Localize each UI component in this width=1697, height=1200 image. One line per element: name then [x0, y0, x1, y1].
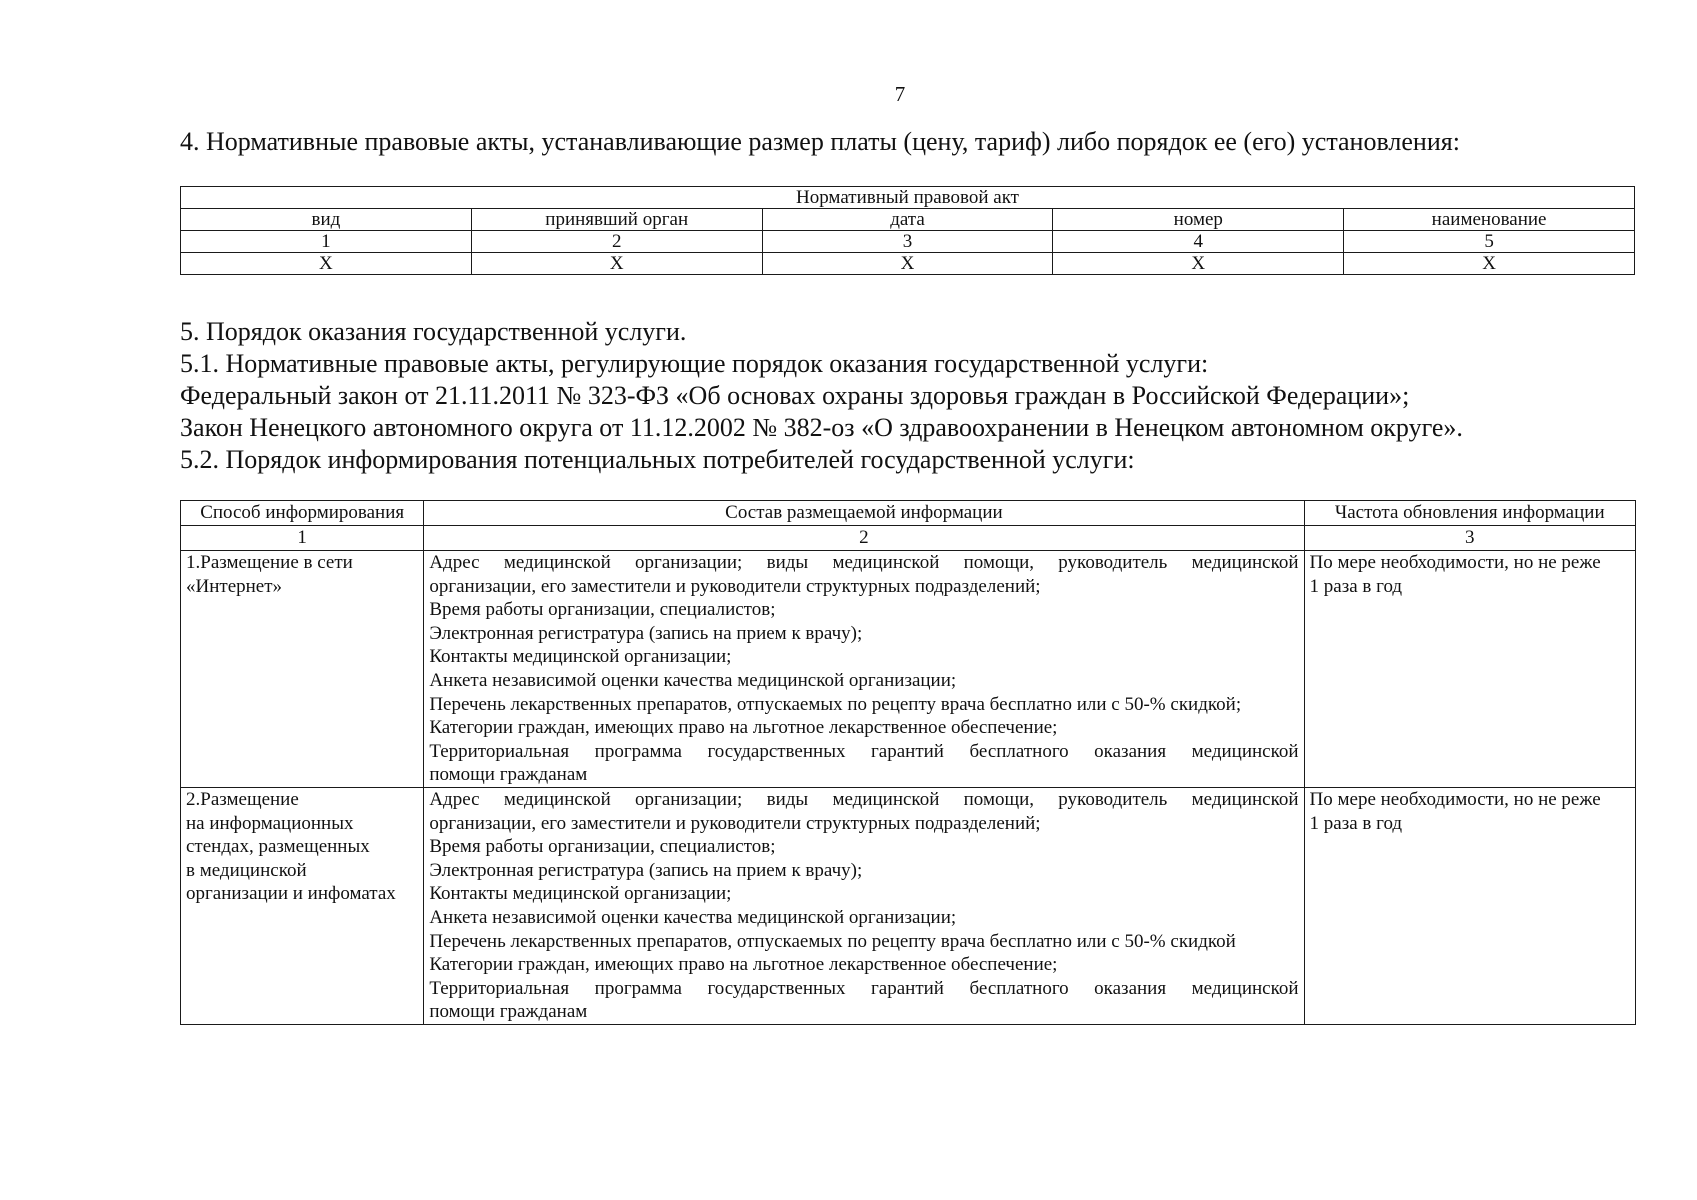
legal-acts-table — [180, 186, 1635, 275]
table-cell: Х — [471, 253, 762, 275]
content-line: Категории граждан, имеющих право на льготное лекарственное обеспечение; — [429, 954, 1058, 976]
table-cell: Х — [1053, 253, 1344, 275]
column-header: вид — [181, 209, 472, 231]
method-line: 2.Размещение — [186, 788, 299, 810]
method-cell — [181, 551, 424, 788]
content-line: Территориальная программа государственных гарантий бесплатного оказания медицинской — [429, 977, 1299, 999]
content-line: организации, его заместители и руководители структурных подразделений; — [429, 575, 1041, 597]
table-header-row — [181, 209, 1635, 231]
content-line: Анкета независимой оценки качества медицинской организации; — [429, 906, 957, 928]
column-number: 5 — [1344, 231, 1635, 253]
page-number: 7 — [894, 82, 906, 106]
federal-law-line: Федеральный закон от 21.11.2011 № 323-ФЗ «Об основах охраны здоровья граждан в Российской Федерации»; — [180, 381, 1410, 410]
regional-law-line: Закон Ненецкого автономного округа от 11.12.2002 № 382-оз «О здравоохранении в Ненецком автономном округе». — [180, 413, 1463, 442]
content-line: организации, его заместители и руководители структурных подразделений; — [429, 812, 1041, 834]
content-line: Перечень лекарственных препаратов, отпускаемых по рецепту врача бесплатно или с 50-% скидкой; — [429, 693, 1242, 715]
frequency-line: По мере необходимости, но не реже — [1309, 552, 1601, 573]
column-header: Состав размещаемой информации — [424, 501, 1304, 526]
column-number: 2 — [471, 231, 762, 253]
table-header-row — [181, 501, 1636, 526]
content-line: Категории граждан, имеющих право на льготное лекарственное обеспечение; — [429, 717, 1058, 739]
content-line: Перечень лекарственных препаратов, отпускаемых по рецепту врача бесплатно или с 50-% скидкой — [429, 930, 1236, 952]
content-line: Территориальная программа государственных гарантий бесплатного оказания медицинской — [429, 740, 1299, 762]
table-cell: Х — [1344, 253, 1635, 275]
frequency-line: По мере необходимости, но не реже — [1309, 788, 1601, 810]
section4-heading: 4. Нормативные правовые акты, устанавливающие размер платы (цену, тариф) либо порядок ее (его) установления: — [180, 127, 1460, 156]
column-header: Способ информирования — [181, 501, 424, 526]
content-line: Контакты медицинской организации; — [429, 883, 732, 905]
method-cell — [181, 787, 424, 1024]
method-line: организации и инфоматах — [186, 883, 396, 905]
content-cell — [424, 551, 1304, 788]
column-header: дата — [762, 209, 1053, 231]
section5-heading: 5. Порядок оказания государственной услуги. — [180, 317, 687, 346]
method-line: «Интернет» — [186, 575, 283, 597]
table-title: Нормативный правовой акт — [181, 187, 1635, 209]
table-row — [181, 253, 1635, 275]
table-row — [181, 551, 1636, 788]
column-number: 2 — [424, 526, 1304, 551]
method-line: 1.Размещение в сети — [186, 552, 353, 573]
frequency-cell — [1304, 787, 1635, 1024]
table-number-row — [181, 526, 1636, 551]
content-line: помощи гражданам — [429, 764, 588, 786]
content-line: Адрес медицинской организации; виды медицинской помощи, руководитель медицинской — [429, 552, 1299, 573]
column-number: 3 — [762, 231, 1053, 253]
frequency-line: 1 раза в год — [1309, 812, 1403, 834]
frequency-line: 1 раза в год — [1309, 575, 1403, 597]
section5-text — [180, 316, 1463, 476]
content-cell — [424, 787, 1304, 1024]
column-number: 1 — [181, 231, 472, 253]
column-header: наименование — [1344, 209, 1635, 231]
section5-1-heading: 5.1. Нормативные правовые акты, регулирующие порядок оказания государственной услуги: — [180, 349, 1209, 378]
column-number: 3 — [1304, 526, 1635, 551]
method-line: на информационных — [186, 812, 354, 834]
table-cell: Х — [181, 253, 472, 275]
content-line: Контакты медицинской организации; — [429, 646, 732, 668]
information-table — [180, 500, 1636, 1025]
content-line: Время работы организации, специалистов; — [429, 836, 776, 858]
column-header: Частота обновления информации — [1304, 501, 1635, 526]
content-line: Электронная регистратура (запись на прием к врачу); — [429, 622, 863, 644]
column-number: 4 — [1053, 231, 1344, 253]
content-line: Электронная регистратура (запись на прием к врачу); — [429, 859, 863, 881]
method-line: стендах, размещенных — [186, 836, 370, 858]
table-row — [181, 787, 1636, 1024]
section5-2-heading: 5.2. Порядок информирования потенциальных потребителей государственной услуги: — [180, 445, 1135, 474]
column-header: номер — [1053, 209, 1344, 231]
method-line: в медицинской — [186, 859, 307, 881]
content-line: Время работы организации, специалистов; — [429, 599, 776, 621]
content-line: Адрес медицинской организации; виды медицинской помощи, руководитель медицинской — [429, 788, 1299, 810]
frequency-cell — [1304, 551, 1635, 788]
column-header: принявший орган — [471, 209, 762, 231]
column-number: 1 — [181, 526, 424, 551]
content-line: Анкета независимой оценки качества медицинской организации; — [429, 669, 957, 691]
content-line: помощи гражданам — [429, 1001, 588, 1023]
table-number-row — [181, 231, 1635, 253]
table-cell: Х — [762, 253, 1053, 275]
